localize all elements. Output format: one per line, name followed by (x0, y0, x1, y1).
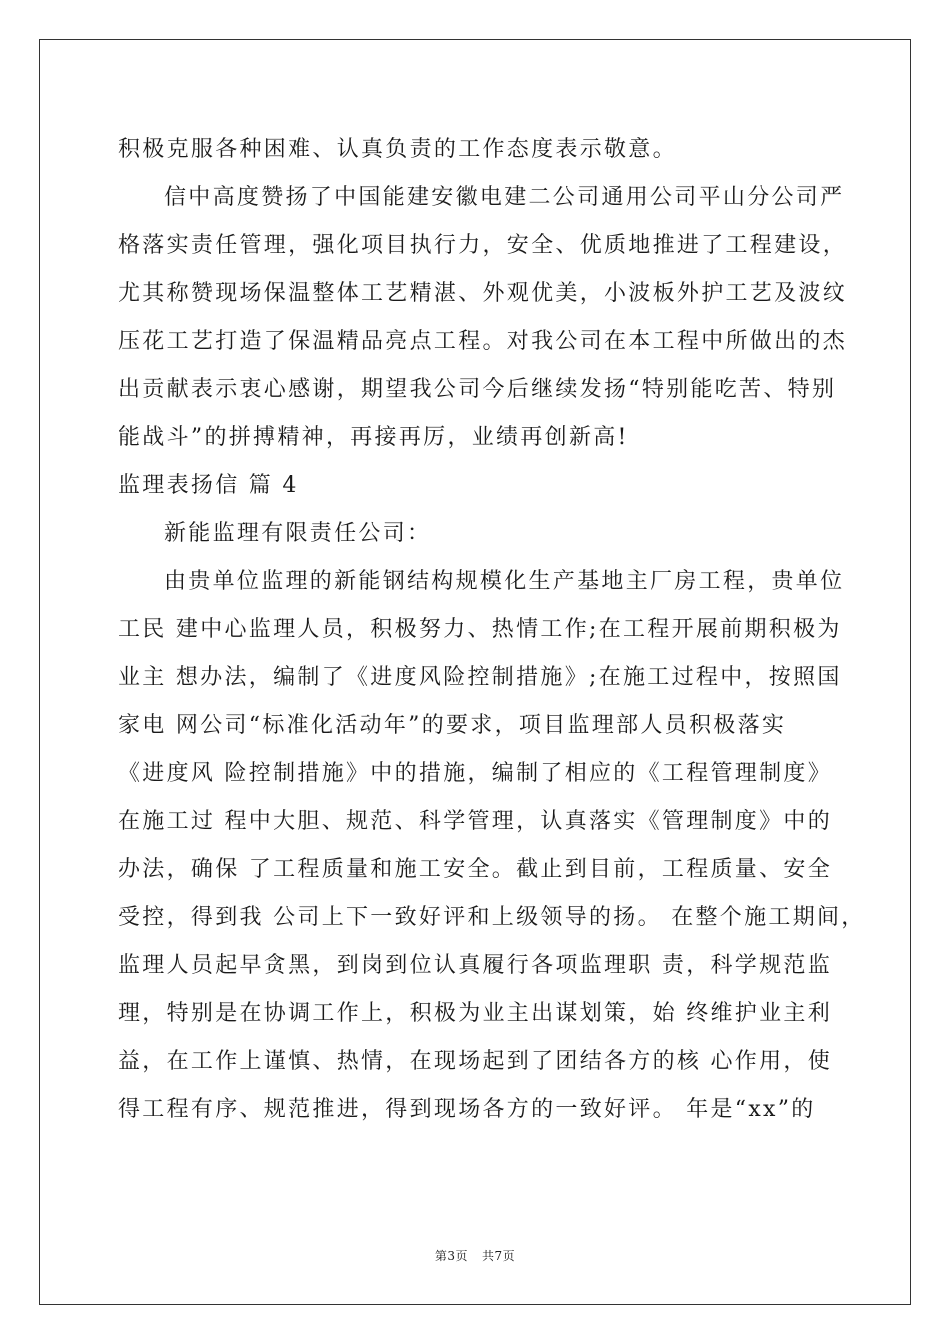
body-line: 得工程有序、规范推进，得到现场各方的一致好评。 年是“xx”的 (118, 1097, 816, 1122)
body-line: 由贵单位监理的新能钢结构规模化生产基地主厂房工程，贵单位 (164, 569, 845, 594)
body-line: 受控，得到我 公司上下一致好评和上级领导的扬。 在整个施工期间， (118, 905, 866, 930)
salutation: 新能监理有限责任公司： (164, 521, 432, 546)
body-line: 理，特别是在协调工作上，积极为业主出谋划策，始 终维护业主利 (118, 1001, 832, 1026)
page-total: 共7页 (482, 1249, 516, 1263)
page-number: 第3页 (434, 1249, 468, 1263)
section-heading: 监理表扬信 篇 4 (118, 473, 299, 498)
body-line: 格落实责任管理，强化项目执行力，安全、优质地推进了工程建设， (118, 233, 848, 258)
body-line: 家电 网公司“标准化活动年”的要求，项目监理部人员积极落实 (118, 713, 787, 738)
body-line: 出贡献表示衷心感谢，期望我公司今后继续发扬“特别能吃苦、特别 (118, 377, 837, 402)
body-line: 业主 想办法，编制了《进度风险控制措施》;在施工过程中，按照国 (118, 665, 842, 690)
body-line: 益，在工作上谨慎、热情，在现场起到了团结各方的核 心作用，使 (118, 1049, 832, 1074)
body-line: 工民 建中心监理人员，积极努力、热情工作;在工程开展前期积极为 (118, 617, 842, 642)
body-line: 能战斗”的拼搏精神，再接再厉，业绩再创新高! (118, 425, 629, 450)
body-line: 尤其称赞现场保温整体工艺精湛、外观优美，小波板外护工艺及波纹 (118, 281, 848, 306)
body-line: 在施工过 程中大胆、规范、科学管理，认真落实《管理制度》中的 (118, 809, 832, 834)
body-line: 信中高度赞扬了中国能建安徽电建二公司通用公司平山分公司严 (164, 185, 845, 210)
body-line: 监理人员起早贪黑，到岗到位认真履行各项监理职 责，科学规范监 (118, 953, 832, 978)
page-footer (0, 1248, 950, 1264)
body-line: 办法，确保 了工程质量和施工安全。截止到目前，工程质量、安全 (118, 857, 832, 882)
body-line: 压花工艺打造了保温精品亮点工程。对我公司在本工程中所做出的杰 (118, 329, 848, 354)
body-line: 积极克服各种困难、认真负责的工作态度表示敬意。 (118, 137, 677, 162)
body-line: 《进度风 险控制措施》中的措施，编制了相应的《工程管理制度》 (118, 761, 832, 786)
